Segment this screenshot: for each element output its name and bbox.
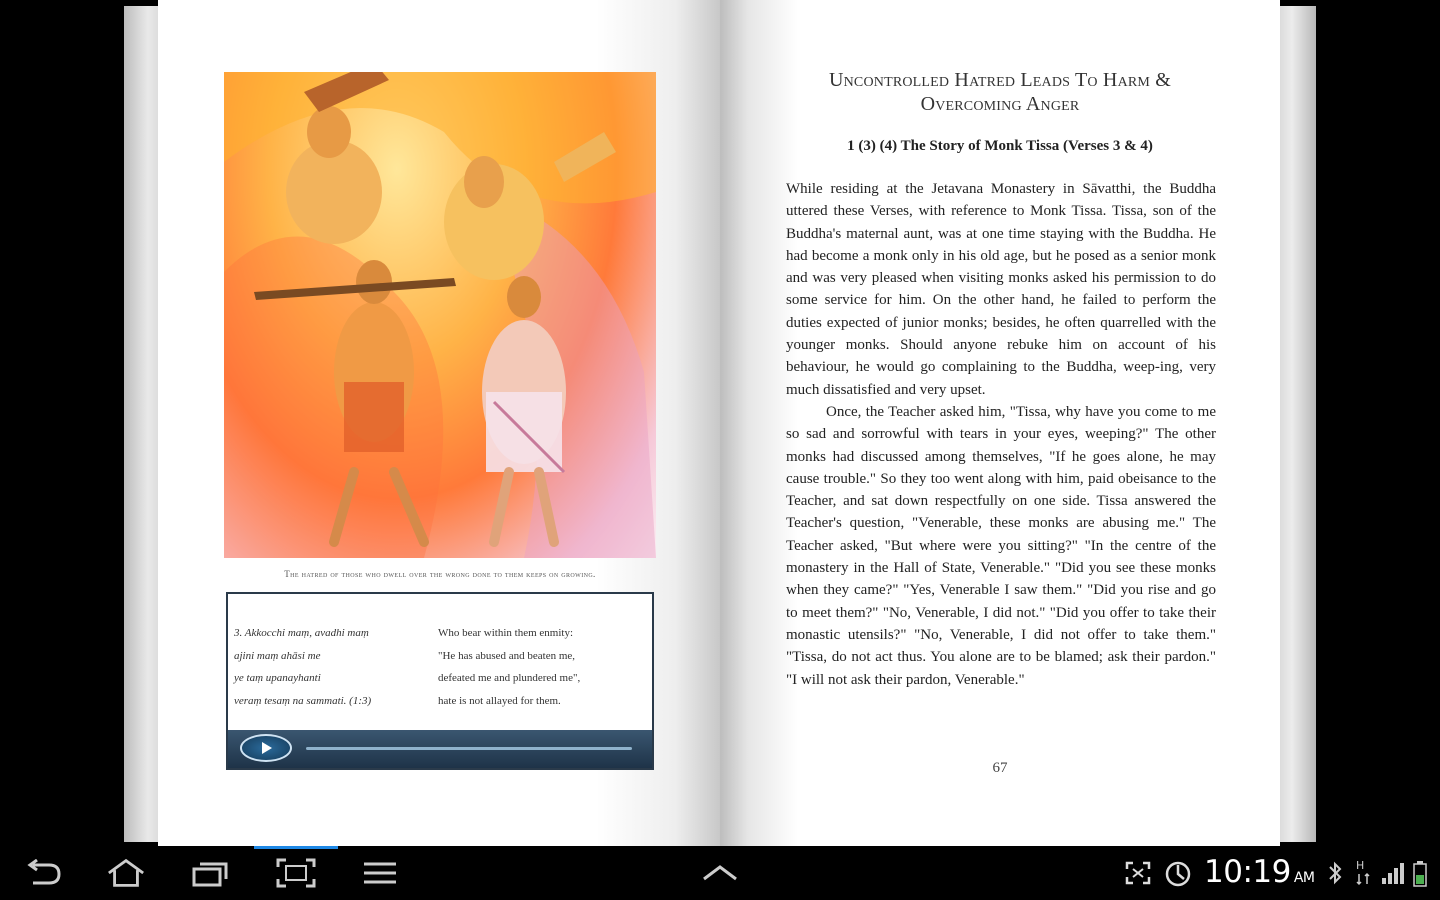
- book-right-edge: [1276, 6, 1316, 842]
- home-icon: [106, 858, 146, 888]
- pali-line: ye taṃ upanayhanti: [234, 672, 321, 684]
- page-number: 67: [992, 760, 1008, 776]
- pali-line: veraṃ tesaṃ na sammati. (1:3): [234, 694, 372, 707]
- verse-audio-box: [226, 592, 654, 770]
- verse-text: [234, 622, 644, 712]
- story-illustration: [224, 72, 656, 558]
- left-page[interactable]: [158, 0, 720, 846]
- battery-icon: [1412, 860, 1428, 888]
- english-line: hate is not allayed for them.: [438, 694, 561, 707]
- back-button[interactable]: [24, 856, 64, 890]
- screenshot-icon: [276, 858, 316, 888]
- menu-icon: [362, 860, 398, 886]
- bluetooth-icon: [1328, 860, 1342, 886]
- english-line: defeated me and plundered me",: [438, 672, 581, 684]
- play-icon: [258, 740, 274, 756]
- pali-line: ajini maṃ ahāsi me: [234, 649, 321, 662]
- show-menu-button[interactable]: [700, 856, 740, 890]
- active-indicator: [254, 846, 338, 849]
- paragraph: While residing at the Jetavana Monastery in Sāvatthi, the Buddha uttered these Verses, with reference to Monk Tissa. Tissa, son of the Buddha's maternal aunt, was at one time staying with the Buddha. He had become a monk only in his old age, but he posed as a senior monk and was very pleased when visiting monks asked his permission to do some service for him. On the other hand, he failed to perform the duties expected of junior monks; besides, he often quarrelled with the younger monks. Should anyone rebuke him on account of his behaviour, he would go complaining to the Buddha, weep-ing, very much dissatisfied and very upset.: [786, 181, 1216, 398]
- network-h-icon: [1354, 858, 1374, 886]
- english-line: "He has abused and beaten me,: [438, 649, 576, 662]
- paragraph: Once, the Teacher asked him, "Tissa, why have you come to me so sad and sorrowful with tears in your eyes, weeping?" The other monks had discussed among themselves, "If he goes alone, he may cause trouble." So they too went along with him, paid obeisance to the Teacher, and sat down respectfully on one side. Tissa answered the Teacher's question, "Venerable, these monks are abusing me." The Teacher asked, "But where were you sitting?" "In the centre of the monastery in the Hall of State, Venerable." "Did you see these monks when they came?" "Yes, Venerable I saw them." "Did you rise and go to meet them?" "No, Venerable, I did not." "Did you offer to take their monastic utensils?" "No, Venerable, I did not offer to take them." "Tissa, do not act thus. You alone are to be blamed; ask their pardon." "I will not ask their pardon, Venerable.": [786, 403, 1216, 688]
- chevron-up-icon: [700, 863, 740, 883]
- english-line: Who bear within them enmity:: [438, 627, 574, 639]
- illustration-caption: The hatred of those who dwell over the wrong done to them keeps on growing.: [284, 569, 596, 579]
- chapter-title-line: Uncontrolled Hatred Leads To Harm &: [828, 69, 1172, 91]
- system-navigation-bar: [0, 846, 1440, 900]
- svg-text:H: H: [1356, 859, 1365, 872]
- audio-progress-bar[interactable]: [306, 747, 632, 750]
- recent-apps-button[interactable]: [190, 856, 230, 890]
- clock: [1204, 854, 1315, 890]
- screen-mirroring-icon: [1124, 860, 1152, 886]
- chapter-title: [790, 68, 1210, 116]
- menu-button[interactable]: [360, 856, 400, 890]
- recent-apps-icon: [190, 859, 230, 887]
- screenshot-button[interactable]: [276, 856, 316, 890]
- story-body: [786, 178, 1216, 691]
- chapter-title-line: Overcoming Anger: [920, 93, 1080, 115]
- story-title: 1 (3) (4) The Story of Monk Tissa (Verses 3 & 4): [847, 138, 1153, 154]
- clock-ampm: AM: [1293, 870, 1315, 886]
- back-icon: [25, 859, 63, 887]
- audio-player: [228, 730, 652, 768]
- data-saver-icon: [1164, 860, 1192, 888]
- play-button[interactable]: [240, 734, 292, 762]
- home-button[interactable]: [106, 856, 146, 890]
- right-page[interactable]: [720, 0, 1280, 846]
- pali-line: 3. Akkocchi maṃ, avadhi maṃ: [234, 627, 369, 639]
- signal-icon: [1380, 860, 1406, 886]
- clock-time: 10:19: [1204, 854, 1291, 890]
